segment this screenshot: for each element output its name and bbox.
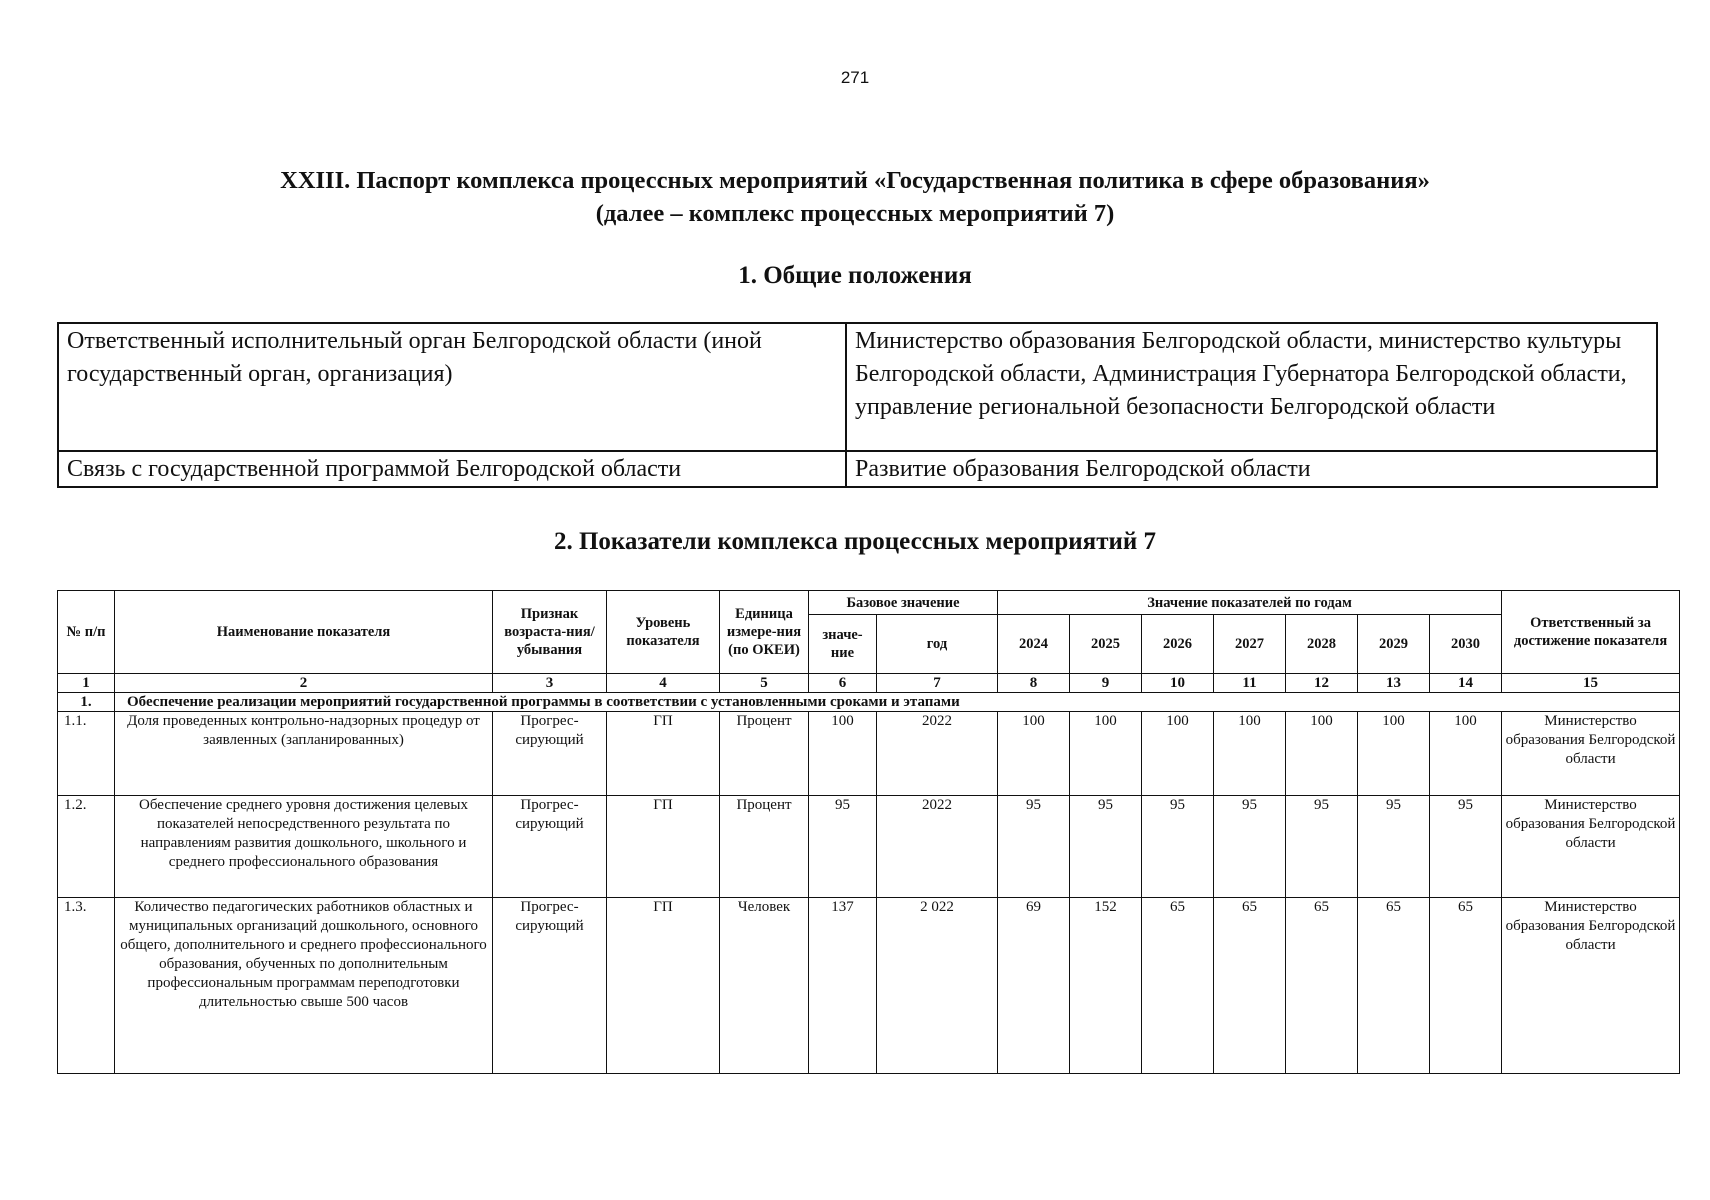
row-unit: Процент <box>720 796 809 898</box>
header-year: 2030 <box>1430 615 1502 674</box>
column-number: 13 <box>1358 674 1430 693</box>
section2-heading: 2. Показатели комплекса процессных мероприятий 7 <box>553 528 1157 555</box>
row-value: 100 <box>1142 712 1214 796</box>
general-row-responsible <box>58 323 1657 451</box>
row-value: 95 <box>1286 796 1358 898</box>
row-responsible: Министерство образования Белгородской области <box>1502 712 1680 796</box>
column-number: 9 <box>1070 674 1142 693</box>
table-row <box>58 796 1680 898</box>
row-base-value: 100 <box>809 712 877 796</box>
row-value: 100 <box>1358 712 1430 796</box>
column-number: 1 <box>58 674 115 693</box>
title-line-2: (далее – комплекс процессных мероприятий 7) <box>595 200 1115 227</box>
row-num: 1.2. <box>58 796 115 898</box>
column-number: 3 <box>493 674 607 693</box>
row-base-value: 95 <box>809 796 877 898</box>
row-value: 65 <box>1358 898 1430 1074</box>
row-value: 100 <box>1286 712 1358 796</box>
row-num: 1.1. <box>58 712 115 796</box>
header-row-1 <box>58 591 1680 615</box>
column-number: 6 <box>809 674 877 693</box>
indicators-table <box>57 590 1680 1074</box>
program-link-value: Развитие образования Белгородской области <box>846 451 1657 487</box>
column-number: 5 <box>720 674 809 693</box>
row-value: 65 <box>1286 898 1358 1074</box>
column-number: 7 <box>877 674 998 693</box>
row-sign: Прогрес-сирующий <box>493 712 607 796</box>
responsible-body-label: Ответственный исполнительный орган Белгородской области (иной государственный орган, организация) <box>58 323 846 451</box>
column-number: 12 <box>1286 674 1358 693</box>
column-number: 14 <box>1430 674 1502 693</box>
header-num: № п/п <box>58 591 115 674</box>
row-level: ГП <box>607 796 720 898</box>
row-unit: Человек <box>720 898 809 1074</box>
header-base-year: год <box>877 615 998 674</box>
program-link-label: Связь с государственной программой Белгородской области <box>58 451 846 487</box>
group-title: Обеспечение реализации мероприятий государственной программы в соответствии с установленными сроками и этапами <box>115 693 1680 712</box>
column-numbers-row <box>58 674 1680 693</box>
header-base-value: значе-ние <box>809 615 877 674</box>
table-row <box>58 712 1680 796</box>
row-value: 65 <box>1142 898 1214 1074</box>
group-num: 1. <box>58 693 115 712</box>
header-unit: Единица измере-ния (по ОКЕИ) <box>720 591 809 674</box>
row-value: 95 <box>1070 796 1142 898</box>
row-base-year: 2022 <box>877 796 998 898</box>
row-num: 1.3. <box>58 898 115 1074</box>
row-name: Обеспечение среднего уровня достижения целевых показателей непосредственного результата по направлениям развития дошкольного, школьного и среднего профессионального образования <box>115 796 493 898</box>
page-number: 271 <box>840 68 870 87</box>
column-number: 4 <box>607 674 720 693</box>
header-year: 2029 <box>1358 615 1430 674</box>
row-sign: Прогрес-сирующий <box>493 898 607 1074</box>
row-value: 65 <box>1430 898 1502 1074</box>
row-responsible: Министерство образования Белгородской области <box>1502 796 1680 898</box>
row-value: 100 <box>1214 712 1286 796</box>
header-year: 2026 <box>1142 615 1214 674</box>
row-value: 95 <box>1142 796 1214 898</box>
row-level: ГП <box>607 898 720 1074</box>
header-base: Базовое значение <box>809 591 998 615</box>
row-value: 152 <box>1070 898 1142 1074</box>
row-value: 69 <box>998 898 1070 1074</box>
group-row <box>58 693 1680 712</box>
header-year: 2028 <box>1286 615 1358 674</box>
row-name: Количество педагогических работников областных и муниципальных организаций дошкольного, основного общего, дополнительного и среднего профессионального образования, обученных по дополнительным профессиональным программам переподготовки длительностью свыше 500 часов <box>115 898 493 1074</box>
section1-heading: 1. Общие положения <box>738 262 972 289</box>
row-base-value: 137 <box>809 898 877 1074</box>
table-row <box>58 898 1680 1074</box>
general-provisions-table <box>57 322 1658 488</box>
column-number: 15 <box>1502 674 1680 693</box>
row-value: 100 <box>1070 712 1142 796</box>
row-level: ГП <box>607 712 720 796</box>
row-name: Доля проведенных контрольно-надзорных процедур от заявленных (запланированных) <box>115 712 493 796</box>
row-base-year: 2 022 <box>877 898 998 1074</box>
header-level: Уровень показателя <box>607 591 720 674</box>
header-sign: Признак возраста-ния/ убывания <box>493 591 607 674</box>
row-value: 95 <box>1358 796 1430 898</box>
row-sign: Прогрес-сирующий <box>493 796 607 898</box>
general-row-program <box>58 451 1657 487</box>
header-year: 2025 <box>1070 615 1142 674</box>
row-unit: Процент <box>720 712 809 796</box>
column-number: 11 <box>1214 674 1286 693</box>
row-responsible: Министерство образования Белгородской области <box>1502 898 1680 1074</box>
row-value: 100 <box>998 712 1070 796</box>
column-number: 8 <box>998 674 1070 693</box>
header-by-years: Значение показателей по годам <box>998 591 1502 615</box>
header-name: Наименование показателя <box>115 591 493 674</box>
row-value: 95 <box>1430 796 1502 898</box>
column-number: 2 <box>115 674 493 693</box>
row-value: 100 <box>1430 712 1502 796</box>
row-value: 95 <box>1214 796 1286 898</box>
row-value: 65 <box>1214 898 1286 1074</box>
title-line-1: XXIII. Паспорт комплекса процессных мероприятий «Государственная политика в сфере образования» <box>280 167 1430 194</box>
responsible-body-value: Министерство образования Белгородской области, министерство культуры Белгородской области, Администрация Губернатора Белгородской области, управление региональной безопасности Белгородской области <box>846 323 1657 451</box>
header-year: 2024 <box>998 615 1070 674</box>
header-year: 2027 <box>1214 615 1286 674</box>
row-base-year: 2022 <box>877 712 998 796</box>
header-responsible: Ответственный за достижение показателя <box>1502 591 1680 674</box>
row-value: 95 <box>998 796 1070 898</box>
document-title <box>0 164 1710 230</box>
column-number: 10 <box>1142 674 1214 693</box>
